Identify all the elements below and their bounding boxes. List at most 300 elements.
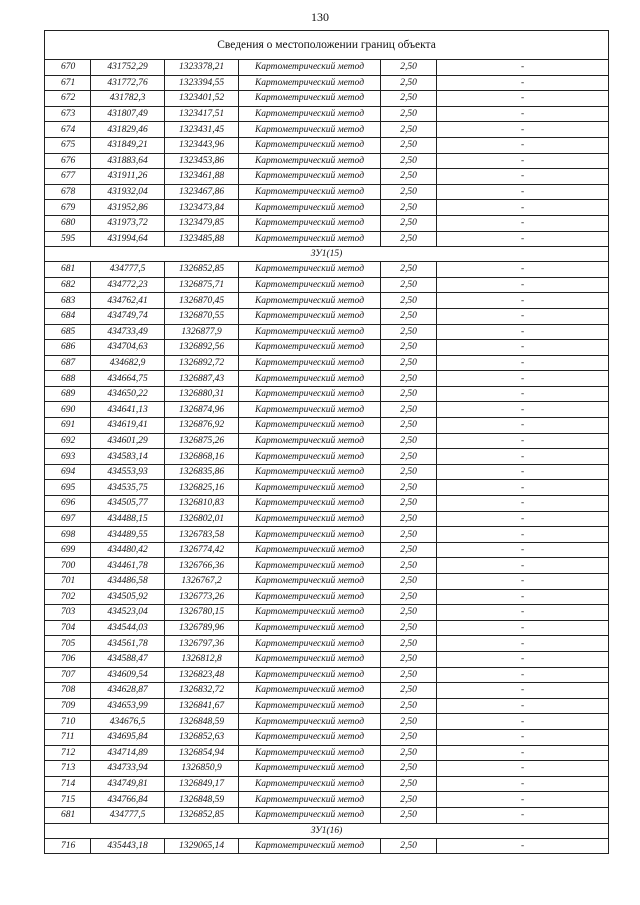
coordinate-y: 1323431,45 — [165, 122, 239, 138]
point-number: 680 — [45, 215, 91, 231]
description-cell: - — [437, 122, 609, 138]
table-row — [45, 651, 609, 667]
point-number: 691 — [45, 418, 91, 434]
method-cell: Картометрический метод — [239, 106, 381, 122]
coordinate-x: 434714,89 — [91, 745, 165, 761]
table-row — [45, 574, 609, 590]
coordinate-y: 1326892,72 — [165, 355, 239, 371]
point-number: 595 — [45, 231, 91, 247]
point-number: 679 — [45, 200, 91, 216]
method-cell: Картометрический метод — [239, 215, 381, 231]
description-cell: - — [437, 418, 609, 434]
description-cell: - — [437, 137, 609, 153]
table-row — [45, 324, 609, 340]
description-cell: - — [437, 308, 609, 324]
accuracy-cell: 2,50 — [381, 620, 437, 636]
method-cell: Картометрический метод — [239, 184, 381, 200]
point-number: 708 — [45, 683, 91, 699]
method-cell: Картометрический метод — [239, 386, 381, 402]
table-row — [45, 636, 609, 652]
table-row — [45, 340, 609, 356]
point-number: 705 — [45, 636, 91, 652]
description-cell: - — [437, 153, 609, 169]
coordinate-x: 434762,41 — [91, 293, 165, 309]
coordinate-y: 1326773,26 — [165, 589, 239, 605]
coordinate-x: 431911,26 — [91, 169, 165, 185]
description-cell: - — [437, 293, 609, 309]
accuracy-cell: 2,50 — [381, 776, 437, 792]
description-cell: - — [437, 496, 609, 512]
coordinate-y: 1326783,58 — [165, 527, 239, 543]
description-cell: - — [437, 558, 609, 574]
description-cell: - — [437, 184, 609, 200]
table-row — [45, 714, 609, 730]
method-cell: Картометрический метод — [239, 402, 381, 418]
coordinate-y: 1323401,52 — [165, 91, 239, 107]
accuracy-cell: 2,50 — [381, 324, 437, 340]
accuracy-cell: 2,50 — [381, 340, 437, 356]
method-cell: Картометрический метод — [239, 807, 381, 823]
method-cell: Картометрический метод — [239, 60, 381, 76]
coordinate-x: 434772,23 — [91, 277, 165, 293]
description-cell: - — [437, 340, 609, 356]
accuracy-cell: 2,50 — [381, 511, 437, 527]
accuracy-cell: 2,50 — [381, 231, 437, 247]
accuracy-cell: 2,50 — [381, 137, 437, 153]
coordinate-x: 434523,04 — [91, 605, 165, 621]
coordinate-x: 434766,84 — [91, 792, 165, 808]
coordinate-y: 1326880,31 — [165, 386, 239, 402]
method-cell: Картометрический метод — [239, 667, 381, 683]
coordinate-x: 434733,94 — [91, 761, 165, 777]
method-cell: Картометрический метод — [239, 589, 381, 605]
point-number: 710 — [45, 714, 91, 730]
description-cell: - — [437, 464, 609, 480]
method-cell: Картометрический метод — [239, 527, 381, 543]
coordinate-y: 1326848,59 — [165, 792, 239, 808]
description-cell: - — [437, 605, 609, 621]
table-row — [45, 776, 609, 792]
accuracy-cell: 2,50 — [381, 153, 437, 169]
method-cell: Картометрический метод — [239, 464, 381, 480]
method-cell: Картометрический метод — [239, 371, 381, 387]
accuracy-cell: 2,50 — [381, 745, 437, 761]
table-title: Сведения о местоположении границ объекта — [45, 31, 609, 60]
coordinate-y: 1326797,36 — [165, 636, 239, 652]
coordinate-y: 1326810,83 — [165, 496, 239, 512]
point-number: 690 — [45, 402, 91, 418]
coordinate-y: 1323378,21 — [165, 60, 239, 76]
accuracy-cell: 2,50 — [381, 636, 437, 652]
coordinate-x: 434650,22 — [91, 386, 165, 402]
point-number: 687 — [45, 355, 91, 371]
coordinate-x: 434505,77 — [91, 496, 165, 512]
method-cell: Картометрический метод — [239, 776, 381, 792]
description-cell: - — [437, 542, 609, 558]
table-row — [45, 60, 609, 76]
method-cell: Картометрический метод — [239, 324, 381, 340]
method-cell: Картометрический метод — [239, 262, 381, 278]
coordinate-x: 431752,29 — [91, 60, 165, 76]
coordinate-x: 434486,58 — [91, 574, 165, 590]
description-cell: - — [437, 776, 609, 792]
description-cell: - — [437, 651, 609, 667]
coordinate-x: 431849,21 — [91, 137, 165, 153]
accuracy-cell: 2,50 — [381, 558, 437, 574]
coordinate-y: 1323485,88 — [165, 231, 239, 247]
accuracy-cell: 2,50 — [381, 60, 437, 76]
table-row — [45, 75, 609, 91]
description-cell: - — [437, 262, 609, 278]
point-number: 707 — [45, 667, 91, 683]
table-row — [45, 527, 609, 543]
coordinate-y: 1323467,86 — [165, 184, 239, 200]
coordinate-y: 1326841,67 — [165, 698, 239, 714]
coordinate-y: 1323461,88 — [165, 169, 239, 185]
coordinate-x: 434733,49 — [91, 324, 165, 340]
accuracy-cell: 2,50 — [381, 371, 437, 387]
description-cell: - — [437, 729, 609, 745]
method-cell: Картометрический метод — [239, 698, 381, 714]
table-row — [45, 153, 609, 169]
coordinate-y: 1326848,59 — [165, 714, 239, 730]
accuracy-cell: 2,50 — [381, 480, 437, 496]
coordinate-x: 434489,55 — [91, 527, 165, 543]
accuracy-cell: 2,50 — [381, 729, 437, 745]
method-cell: Картометрический метод — [239, 200, 381, 216]
coordinate-y: 1323453,86 — [165, 153, 239, 169]
point-number: 703 — [45, 605, 91, 621]
method-cell: Картометрический метод — [239, 745, 381, 761]
description-cell: - — [437, 371, 609, 387]
accuracy-cell: 2,50 — [381, 355, 437, 371]
coordinate-x: 434695,84 — [91, 729, 165, 745]
coordinate-y: 1326854,94 — [165, 745, 239, 761]
description-cell: - — [437, 589, 609, 605]
table-row — [45, 745, 609, 761]
point-number: 685 — [45, 324, 91, 340]
description-cell: - — [437, 574, 609, 590]
accuracy-cell: 2,50 — [381, 589, 437, 605]
accuracy-cell: 2,50 — [381, 698, 437, 714]
table-row — [45, 449, 609, 465]
coordinate-x: 434544,03 — [91, 620, 165, 636]
point-number: 681 — [45, 262, 91, 278]
accuracy-cell: 2,50 — [381, 433, 437, 449]
section-header-row — [45, 247, 609, 262]
point-number: 683 — [45, 293, 91, 309]
point-number: 698 — [45, 527, 91, 543]
point-number: 671 — [45, 75, 91, 91]
description-cell: - — [437, 698, 609, 714]
method-cell: Картометрический метод — [239, 636, 381, 652]
method-cell: Картометрический метод — [239, 480, 381, 496]
accuracy-cell: 2,50 — [381, 761, 437, 777]
table-row — [45, 91, 609, 107]
page-number: 130 — [311, 10, 329, 24]
table-row — [45, 464, 609, 480]
coordinate-y: 1326876,92 — [165, 418, 239, 434]
coordinate-y: 1326774,42 — [165, 542, 239, 558]
coordinate-y: 1326766,36 — [165, 558, 239, 574]
description-cell: - — [437, 277, 609, 293]
method-cell: Картометрический метод — [239, 153, 381, 169]
method-cell: Картометрический метод — [239, 558, 381, 574]
accuracy-cell: 2,50 — [381, 106, 437, 122]
table-row — [45, 169, 609, 185]
accuracy-cell: 2,50 — [381, 714, 437, 730]
coordinate-x: 434653,99 — [91, 698, 165, 714]
table-row — [45, 122, 609, 138]
coordinate-y: 1326874,96 — [165, 402, 239, 418]
coordinate-y: 1323443,96 — [165, 137, 239, 153]
table-title-row — [45, 31, 609, 60]
point-number: 714 — [45, 776, 91, 792]
accuracy-cell: 2,50 — [381, 418, 437, 434]
method-cell: Картометрический метод — [239, 91, 381, 107]
point-number: 692 — [45, 433, 91, 449]
method-cell: Картометрический метод — [239, 792, 381, 808]
description-cell: - — [437, 807, 609, 823]
coordinate-y: 1326850,9 — [165, 761, 239, 777]
table-row — [45, 480, 609, 496]
description-cell: - — [437, 480, 609, 496]
boundary-coordinates-table — [44, 30, 609, 854]
point-number: 716 — [45, 838, 91, 854]
table-row — [45, 433, 609, 449]
point-number: 678 — [45, 184, 91, 200]
method-cell: Картометрический метод — [239, 683, 381, 699]
description-cell: - — [437, 838, 609, 854]
accuracy-cell: 2,50 — [381, 449, 437, 465]
description-cell: - — [437, 745, 609, 761]
coordinate-y: 1323479,85 — [165, 215, 239, 231]
method-cell: Картометрический метод — [239, 169, 381, 185]
table-row — [45, 605, 609, 621]
method-cell: Картометрический метод — [239, 729, 381, 745]
point-number: 712 — [45, 745, 91, 761]
coordinate-y: 1326832,72 — [165, 683, 239, 699]
point-number: 715 — [45, 792, 91, 808]
point-number: 693 — [45, 449, 91, 465]
method-cell: Картометрический метод — [239, 308, 381, 324]
coordinate-x: 434461,78 — [91, 558, 165, 574]
coordinate-y: 1326868,16 — [165, 449, 239, 465]
method-cell: Картометрический метод — [239, 496, 381, 512]
method-cell: Картометрический метод — [239, 355, 381, 371]
coordinate-x: 434535,75 — [91, 480, 165, 496]
table-row — [45, 402, 609, 418]
description-cell: - — [437, 511, 609, 527]
coordinate-x: 434682,9 — [91, 355, 165, 371]
table-row — [45, 293, 609, 309]
description-cell: - — [437, 714, 609, 730]
description-cell: - — [437, 355, 609, 371]
table-row — [45, 729, 609, 745]
accuracy-cell: 2,50 — [381, 402, 437, 418]
table-row — [45, 620, 609, 636]
point-number: 672 — [45, 91, 91, 107]
table-row — [45, 761, 609, 777]
coordinate-y: 1326852,85 — [165, 807, 239, 823]
method-cell: Картометрический метод — [239, 605, 381, 621]
accuracy-cell: 2,50 — [381, 308, 437, 324]
description-cell: - — [437, 215, 609, 231]
coordinate-y: 1326875,26 — [165, 433, 239, 449]
description-cell: - — [437, 386, 609, 402]
point-number: 676 — [45, 153, 91, 169]
point-number: 681 — [45, 807, 91, 823]
coordinate-x: 434588,47 — [91, 651, 165, 667]
accuracy-cell: 2,50 — [381, 807, 437, 823]
description-cell: - — [437, 106, 609, 122]
point-number: 694 — [45, 464, 91, 480]
description-cell: - — [437, 667, 609, 683]
coordinate-y: 1326767,2 — [165, 574, 239, 590]
coordinate-y: 1326870,45 — [165, 293, 239, 309]
description-cell: - — [437, 761, 609, 777]
point-number: 684 — [45, 308, 91, 324]
table-row — [45, 386, 609, 402]
method-cell: Картометрический метод — [239, 449, 381, 465]
point-number: 697 — [45, 511, 91, 527]
coordinate-x: 431994,64 — [91, 231, 165, 247]
table-row — [45, 277, 609, 293]
method-cell: Картометрический метод — [239, 542, 381, 558]
description-cell: - — [437, 683, 609, 699]
coordinate-y: 1326802,01 — [165, 511, 239, 527]
coordinate-x: 434749,74 — [91, 308, 165, 324]
coordinate-x: 435443,18 — [91, 838, 165, 854]
table-row — [45, 106, 609, 122]
accuracy-cell: 2,50 — [381, 838, 437, 854]
coordinate-y: 1326849,17 — [165, 776, 239, 792]
description-cell: - — [437, 792, 609, 808]
point-number: 673 — [45, 106, 91, 122]
description-cell: - — [437, 620, 609, 636]
description-cell: - — [437, 402, 609, 418]
accuracy-cell: 2,50 — [381, 215, 437, 231]
coordinate-y: 1326825,16 — [165, 480, 239, 496]
coordinate-x: 434749,81 — [91, 776, 165, 792]
accuracy-cell: 2,50 — [381, 386, 437, 402]
description-cell: - — [437, 449, 609, 465]
table-row — [45, 542, 609, 558]
method-cell: Картометрический метод — [239, 231, 381, 247]
coordinate-y: 1326852,85 — [165, 262, 239, 278]
description-cell: - — [437, 324, 609, 340]
point-number: 701 — [45, 574, 91, 590]
coordinate-x: 434664,75 — [91, 371, 165, 387]
description-cell: - — [437, 75, 609, 91]
coordinate-x: 434505,92 — [91, 589, 165, 605]
method-cell: Картометрический метод — [239, 714, 381, 730]
accuracy-cell: 2,50 — [381, 169, 437, 185]
table-row — [45, 838, 609, 854]
table-row — [45, 667, 609, 683]
section-header-row — [45, 823, 609, 838]
point-number: 704 — [45, 620, 91, 636]
accuracy-cell: 2,50 — [381, 496, 437, 512]
coordinate-y: 1329065,14 — [165, 838, 239, 854]
coordinate-x: 434704,63 — [91, 340, 165, 356]
table-row — [45, 792, 609, 808]
coordinate-x: 434619,41 — [91, 418, 165, 434]
method-cell: Картометрический метод — [239, 340, 381, 356]
method-cell: Картометрический метод — [239, 122, 381, 138]
table-row — [45, 418, 609, 434]
accuracy-cell: 2,50 — [381, 605, 437, 621]
method-cell: Картометрический метод — [239, 511, 381, 527]
accuracy-cell: 2,50 — [381, 293, 437, 309]
coordinate-x: 431782,3 — [91, 91, 165, 107]
coordinate-y: 1326887,43 — [165, 371, 239, 387]
method-cell: Картометрический метод — [239, 433, 381, 449]
coordinate-y: 1326789,96 — [165, 620, 239, 636]
boundary-table-frame — [44, 30, 608, 854]
accuracy-cell: 2,50 — [381, 200, 437, 216]
coordinate-x: 434561,78 — [91, 636, 165, 652]
point-number: 711 — [45, 729, 91, 745]
coordinate-x: 431772,76 — [91, 75, 165, 91]
point-number: 688 — [45, 371, 91, 387]
section-label: ЗУ1(15) — [45, 247, 609, 262]
table-row — [45, 589, 609, 605]
method-cell: Картометрический метод — [239, 838, 381, 854]
method-cell: Картометрический метод — [239, 574, 381, 590]
point-number: 700 — [45, 558, 91, 574]
table-row — [45, 496, 609, 512]
section-label: ЗУ1(16) — [45, 823, 609, 838]
table-row — [45, 355, 609, 371]
point-number: 699 — [45, 542, 91, 558]
table-row — [45, 371, 609, 387]
coordinate-y: 1326877,9 — [165, 324, 239, 340]
coordinate-y: 1326835,86 — [165, 464, 239, 480]
table-row — [45, 215, 609, 231]
description-cell: - — [437, 636, 609, 652]
description-cell: - — [437, 527, 609, 543]
table-row — [45, 558, 609, 574]
accuracy-cell: 2,50 — [381, 527, 437, 543]
coordinate-y: 1326823,48 — [165, 667, 239, 683]
coordinate-y: 1326780,15 — [165, 605, 239, 621]
accuracy-cell: 2,50 — [381, 683, 437, 699]
point-number: 682 — [45, 277, 91, 293]
table-row — [45, 807, 609, 823]
table-row — [45, 137, 609, 153]
table-row — [45, 683, 609, 699]
description-cell: - — [437, 231, 609, 247]
coordinate-x: 431952,86 — [91, 200, 165, 216]
accuracy-cell: 2,50 — [381, 262, 437, 278]
point-number: 702 — [45, 589, 91, 605]
accuracy-cell: 2,50 — [381, 667, 437, 683]
table-row — [45, 511, 609, 527]
accuracy-cell: 2,50 — [381, 277, 437, 293]
coordinate-x: 434641,13 — [91, 402, 165, 418]
table-row — [45, 231, 609, 247]
coordinate-y: 1326875,71 — [165, 277, 239, 293]
coordinate-x: 434777,5 — [91, 807, 165, 823]
point-number: 709 — [45, 698, 91, 714]
coordinate-y: 1326870,55 — [165, 308, 239, 324]
point-number: 686 — [45, 340, 91, 356]
method-cell: Картометрический метод — [239, 137, 381, 153]
method-cell: Картометрический метод — [239, 75, 381, 91]
table-row — [45, 308, 609, 324]
coordinate-y: 1323394,55 — [165, 75, 239, 91]
